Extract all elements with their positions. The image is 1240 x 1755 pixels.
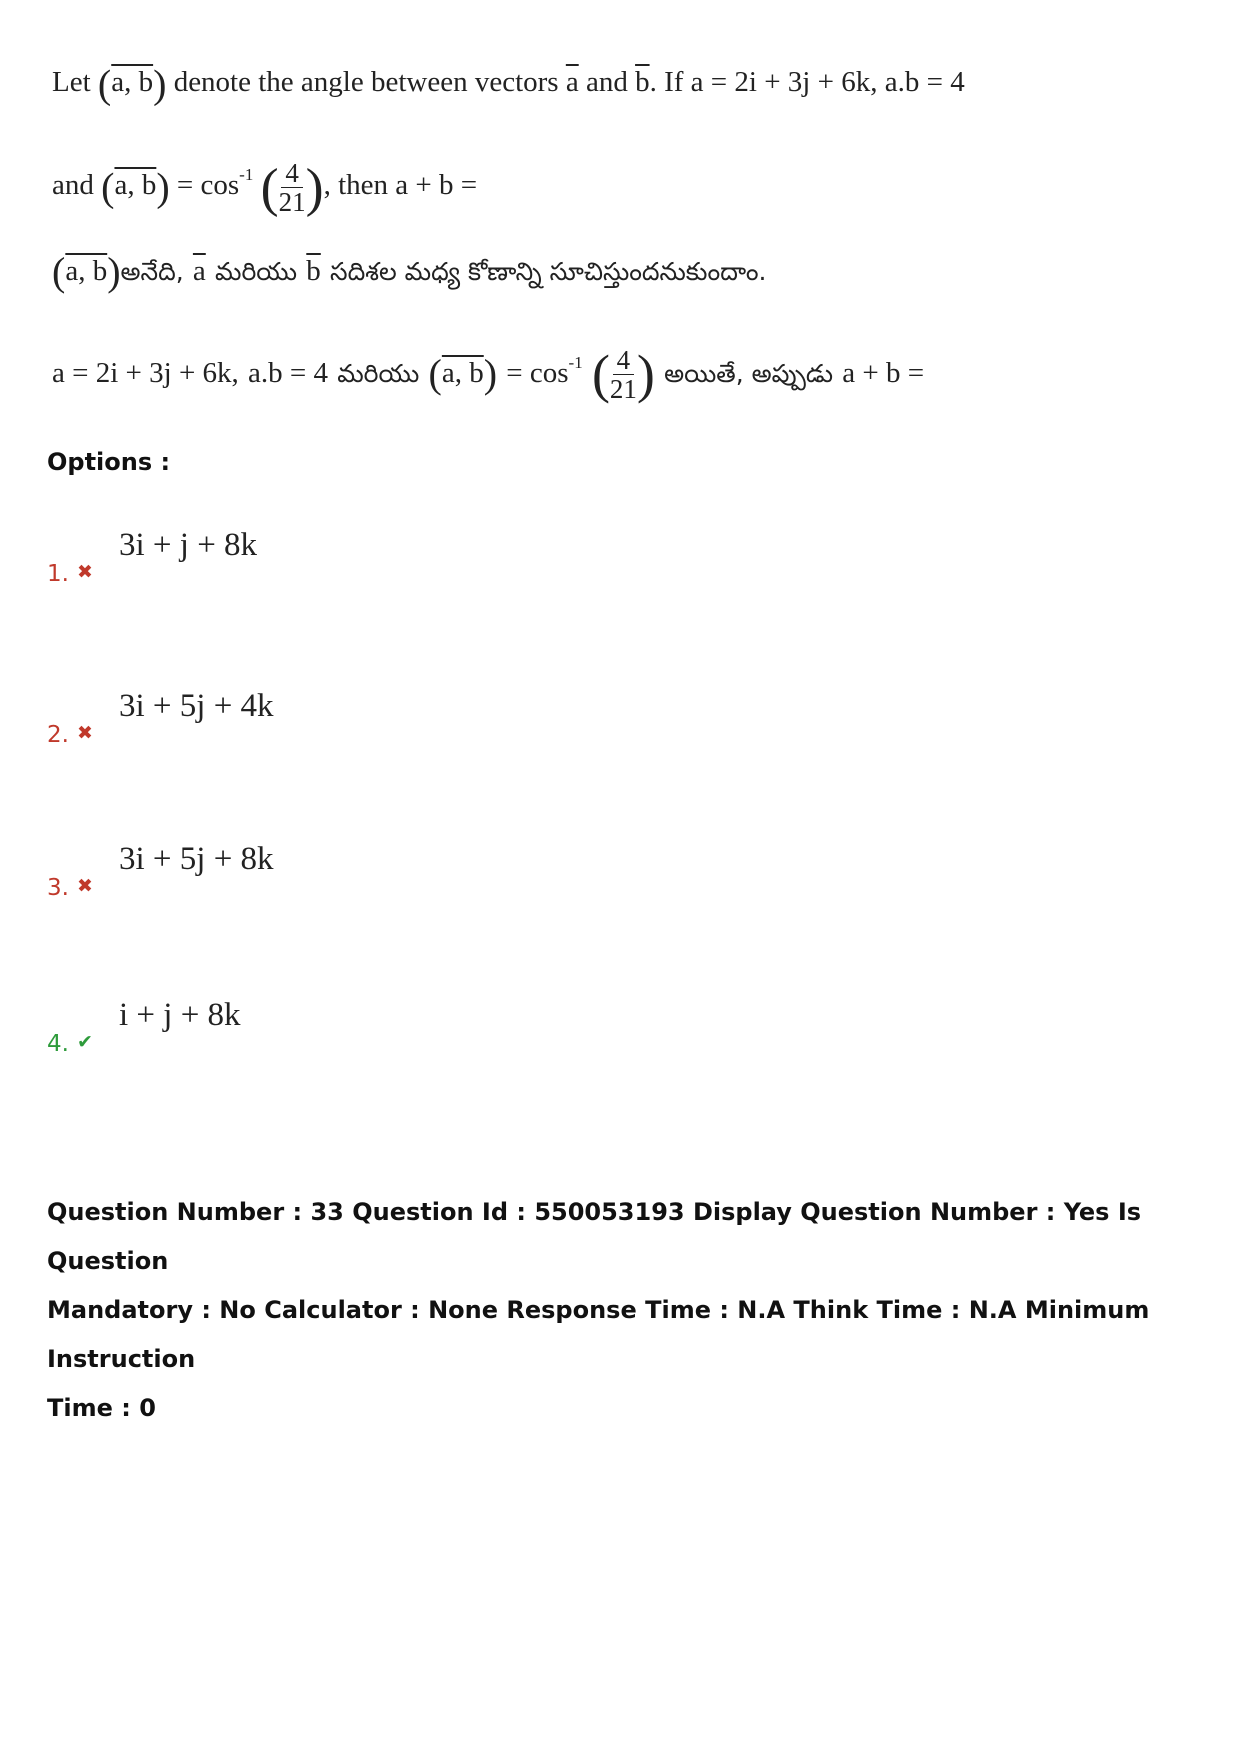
fraction <box>610 346 637 403</box>
question-telugu-line-2: a = 2i + 3j + 6k, a.b = 4 మరియు (a, $b) = \cos^{-1}$ ( $\frac{4}{21}$ ) అయితే, అప్పుడు a + b = <box>52 344 925 404</box>
option-expression: 3i + j + 8k <box>119 527 258 563</box>
vector-sum: a + b = <box>395 169 478 201</box>
question-english-line-1: Let (a, b) denote the angle between vectors $\overline{a}$ and $\overline{b}$. If a = 2i + 3j + 6k, a.b = 4 <box>52 61 965 107</box>
question-text: denote the angle between vectors <box>173 66 559 98</box>
angle-pair: a, b <box>111 66 154 98</box>
fraction-denominator: 21 <box>609 373 637 404</box>
fraction <box>279 159 306 216</box>
angle-pair: a, b <box>65 255 108 287</box>
cos-inverse: = cos <box>176 169 240 201</box>
telugu-text: మరియు <box>337 359 420 388</box>
telugu-text: అయితే, అప్పుడు <box>664 359 834 388</box>
dot-product: a.b = 4 <box>884 66 965 98</box>
vector-a-equation: a = 2i + 3j + 6k, <box>52 357 239 389</box>
question-word-and: and <box>585 66 628 98</box>
inverse-superscript: -1 <box>239 165 254 184</box>
question-word-if: . If <box>649 66 684 98</box>
question-word-and: and <box>52 169 94 201</box>
fraction-numerator: 4 <box>613 346 635 375</box>
telugu-text: అనేది, <box>120 257 184 286</box>
dot-product: a.b = 4 <box>248 357 329 389</box>
vector-a: $\overline{a}$ <box>192 255 206 287</box>
fraction-denominator: 21 <box>278 186 306 217</box>
angle-pair: a, b <box>114 169 157 201</box>
inverse-superscript: -1 <box>568 353 583 372</box>
question-word-then: , then <box>323 169 388 201</box>
fraction-numerator: 4 <box>281 159 303 188</box>
option-expression: 3i + 5j + 4k <box>119 688 274 724</box>
vector-b: $\overline{b}$ <box>306 255 321 287</box>
cos-inverse: = cos <box>506 357 569 389</box>
question-metadata <box>47 1188 1207 1433</box>
option-number: 2. <box>47 722 69 748</box>
question-word-let: Let <box>52 66 91 98</box>
option-number: 1. <box>47 561 69 587</box>
question-english-line-2: and (a, $b) = \cos^{-1}$ ( $\frac{4}{21}$ ), then a + b = <box>52 157 478 218</box>
wrong-mark-icon: ✖ <box>77 875 93 897</box>
option-expression: i + j + 8k <box>119 997 241 1033</box>
metadata-line-1: Question Number : 33 Question Id : 550053193 Display Question Number : Yes Is Question <box>47 1198 1142 1275</box>
question-telugu-line-1: (a, b)అనేది, $\overline{a}$ మరియు $\overline{b}$ సదిశల మధ్య కోణాన్ని సూచిస్తుందనుకుందాం. <box>52 249 767 294</box>
option-number: 3. <box>47 875 69 901</box>
metadata-line-3: Time : 0 <box>47 1394 156 1422</box>
metadata-line-2: Mandatory : No Calculator : None Response Time : N.A Think Time : N.A Minimum Instruction <box>47 1296 1150 1373</box>
telugu-text: సదిశల మధ్య కోణాన్ని సూచిస్తుందనుకుందాం. <box>330 257 767 286</box>
wrong-mark-icon: ✖ <box>77 722 93 744</box>
angle-pair: a, b <box>441 357 484 389</box>
check-mark-icon: ✔ <box>77 1031 93 1053</box>
option-expression: 3i + 5j + 8k <box>119 841 274 877</box>
vector-a: $\overline{a}$ <box>565 66 579 98</box>
telugu-text: మరియు <box>215 257 298 286</box>
option-number: 4. <box>47 1031 69 1057</box>
vector-sum: a + b = <box>842 357 925 389</box>
wrong-mark-icon: ✖ <box>77 561 93 583</box>
options-heading: Options : <box>47 448 171 476</box>
vector-b: $\overline{b}$ <box>635 66 650 98</box>
vector-a-equation: a = 2i + 3j + 6k, <box>690 66 878 98</box>
